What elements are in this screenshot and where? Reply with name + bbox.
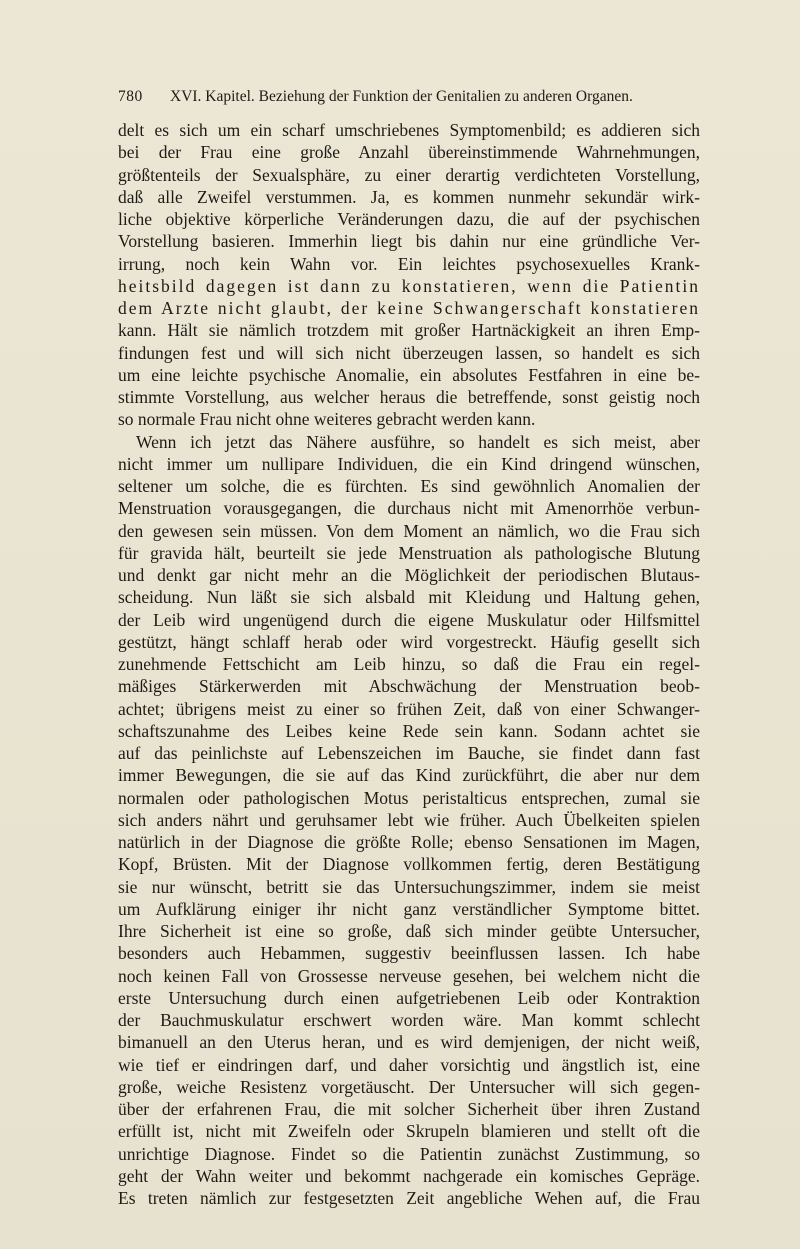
text-line: schaftszunahme des Leibes keine Rede sein kann. Sodann achtet sie	[118, 720, 700, 741]
text-line: gestützt, hängt schlaff herab oder wird vorgestreckt. Häufig gesellt sich	[118, 631, 700, 652]
body-text	[118, 119, 700, 1209]
text-line: Menstruation vorausgegangen, die durchaus nicht mit Amenorrhöe verbun-	[118, 498, 700, 519]
chapter-title: XVI. Kapitel. Beziehung der Funktion der Genitalien zu anderen Organen.	[170, 88, 633, 105]
text-line: bimanuell an den Uterus heran, und es wird demjenigen, der nicht weiß,	[118, 1032, 700, 1053]
text-line: und denkt gar nicht mehr an die Möglichkeit der periodischen Blutaus-	[118, 565, 700, 585]
text-line: für gravida hält, beurteilt sie jede Menstruation als pathologische Blutung	[118, 542, 700, 563]
text-line: Vorstellung basieren. Immerhin liegt bis dahin nur eine gründliche Ver-	[118, 231, 700, 252]
text-line: noch keinen Fall von Grossesse nerveuse gesehen, bei welchem nicht die	[118, 965, 700, 986]
text-line: wie tief er eindringen darf, und daher vorsichtig und ängstlich ist, eine	[118, 1054, 700, 1075]
text-line: Wenn ich jetzt das Nähere ausführe, so handelt es sich meist, aber	[136, 431, 700, 452]
text-line: daß alle Zweifel verstummen. Ja, es kommen nunmehr sekundär wirk-	[118, 186, 700, 207]
text-line: geht der Wahn weiter und bekommt nachgerade ein komisches Gepräge.	[118, 1165, 700, 1186]
text-line: bei der Frau eine große Anzahl übereinstimmende Wahrnehmungen,	[118, 142, 700, 163]
text-line: der Leib wird ungenügend durch die eigene Muskulatur oder Hilfsmittel	[118, 609, 700, 630]
text-line: den gewesen sein müssen. Von dem Moment an nämlich, wo die Frau sich	[118, 520, 700, 541]
text-line: so normale Frau nicht ohne weiteres gebracht werden kann.	[118, 409, 536, 430]
text-line: seltener um solche, die es fürchten. Es sind gewöhnlich Anomalien der	[118, 476, 700, 496]
text-line: heitsbild dagegen ist dann zu konstatieren, wenn die Patientin	[118, 275, 700, 296]
text-line: sie nur wünscht, betritt sie das Untersuchungszimmer, indem sie meist	[118, 876, 700, 897]
text-line: unrichtige Diagnose. Findet so die Patientin zunächst Zustimmung, so	[118, 1143, 700, 1164]
text-line: natürlich in der Diagnose die größte Rolle; ebenso Sensationen im Magen,	[118, 832, 700, 852]
text-line: auf das peinlichste auf Lebenszeichen im Bauche, sie findet dann fast	[118, 743, 700, 763]
text-line: liche objektive körperliche Veränderungen dazu, die auf der psychischen	[118, 209, 700, 229]
text-line: erste Untersuchung durch einen aufgetriebenen Leib oder Kontraktion	[118, 987, 700, 1008]
text-line: achtet; übrigens meist zu einer so frühen Zeit, daß von einer Schwanger-	[118, 698, 700, 719]
text-line: delt es sich um ein scharf umschriebenes Symptomenbild; es addieren sich	[118, 120, 700, 140]
text-line: Es treten nämlich zur festgesetzten Zeit angebliche Wehen auf, die Frau	[118, 1188, 700, 1208]
text-line: große, weiche Resistenz vorgetäuscht. Der Untersucher will sich gegen-	[118, 1076, 700, 1097]
text-line: Kopf, Brüsten. Mit der Diagnose vollkommen fertig, deren Bestätigung	[118, 854, 700, 875]
text-line: sich anders nährt und geruhsamer lebt wie früher. Auch Übelkeiten spielen	[118, 809, 700, 830]
text-line: stimmte Vorstellung, aus welcher heraus die betreffende, sonst geistig noch	[118, 387, 700, 407]
text-line: der Bauchmuskulatur erschwert worden wäre. Man kommt schlecht	[118, 1010, 700, 1030]
text-line: um Aufklärung einiger ihr nicht ganz verständlicher Symptome bittet.	[118, 898, 700, 919]
text-line: findungen fest und will sich nicht überzeugen lassen, so handelt es sich	[118, 342, 700, 363]
text-line: normalen oder pathologischen Motus peristalticus entsprechen, zumal sie	[118, 787, 700, 808]
text-line: mäßiges Stärkerwerden mit Abschwächung der Menstruation beob-	[118, 676, 700, 697]
text-line: über der erfahrenen Frau, die mit solcher Sicherheit über ihren Zustand	[118, 1099, 700, 1119]
text-line: größtenteils der Sexualsphäre, zu einer derartig verdichteten Vorstellung,	[118, 164, 700, 185]
text-line: scheidung. Nun läßt sie sich alsbald mit Kleidung und Haltung gehen,	[118, 587, 700, 608]
text-line: kann. Hält sie nämlich trotzdem mit großer Hartnäckigkeit an ihren Emp-	[118, 320, 700, 341]
text-line: dem Arzte nicht glaubt, der keine Schwangerschaft konstatieren	[118, 298, 700, 318]
page-number: 780	[118, 88, 143, 105]
text-line: immer Bewegungen, die sie auf das Kind zurückführt, die aber nur dem	[118, 765, 700, 786]
text-line: nicht immer um nullipare Individuen, die ein Kind dringend wünschen,	[118, 453, 700, 474]
running-head	[118, 86, 700, 108]
text-line: irrung, noch kein Wahn vor. Ein leichtes psychosexuelles Krank-	[118, 253, 700, 274]
text-line: erfüllt ist, nicht mit Zweifeln oder Skrupeln blamieren und stellt oft die	[118, 1121, 700, 1142]
text-line: um eine leichte psychische Anomalie, ein absolutes Festfahren in eine be-	[118, 364, 700, 385]
text-line: besonders auch Hebammen, suggestiv beeinflussen lassen. Ich habe	[118, 943, 700, 964]
text-line: zunehmende Fettschicht am Leib hinzu, so daß die Frau ein regel-	[118, 654, 700, 674]
text-line: Ihre Sicherheit ist eine so große, daß sich minder geübte Untersucher,	[118, 921, 700, 941]
